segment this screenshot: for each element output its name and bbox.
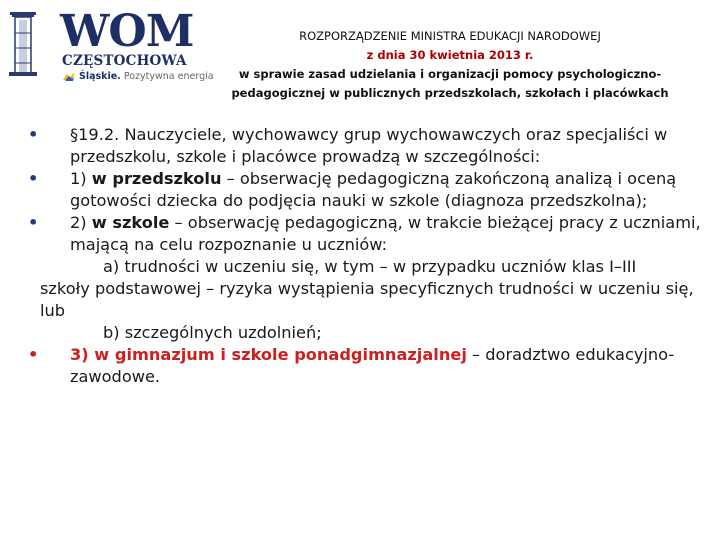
header-subject-line2: pedagogicznej w publicznych przedszkolach, szkołach i placówkach: [231, 86, 669, 100]
item-text: – obserwację pedagogiczną zakończoną analizą i oceną gotowości dziecka do podjęcia nauki w szkole (diagnoza przedszkolna);: [70, 169, 677, 210]
header-date: z dnia 30 kwietnia 2013 r.: [366, 48, 534, 62]
sub-item-a-rest: szkoły podstawowej – ryzyka wystąpienia specyficznych trudności w uczeniu się, lub: [40, 279, 694, 320]
header-title: ROZPORZĄDZENIE MINISTRA EDUKACJI NARODOWEJ: [299, 29, 601, 43]
item-lead: w szkole: [91, 213, 170, 232]
wom-logo: [4, 6, 214, 88]
item-text: – obserwację pedagogiczną, w trakcie bieżącej pracy z uczniami, mającą na celu rozpoznanie u uczniów:: [70, 213, 701, 254]
bullet-icon: •: [28, 213, 39, 232]
header-subject-line1: w sprawie zasad udzielania i organizacji pomocy psychologiczno-: [238, 67, 662, 81]
logo-tagline: [62, 71, 214, 82]
list-item: [28, 124, 708, 168]
tower-icon: [6, 8, 40, 78]
logo-main-text: WOM: [60, 6, 194, 57]
logo-region: Śląskie.: [79, 71, 121, 82]
paragraph-text: Nauczyciele, wychowawcy grup wychowawczych oraz specjaliści w przedszkolu, szkole i placówce prowadzą w szczególności:: [70, 125, 668, 166]
item-text: – doradztwo edukacyjno-zawodowe.: [70, 345, 675, 386]
document-body: [28, 124, 708, 388]
item-number: 2): [70, 213, 92, 232]
logo-slogan: Pozytywna energia: [123, 71, 214, 82]
sub-item-a: [40, 256, 708, 322]
sub-item-a-first-line: a) trudności w uczeniu się, w tym – w przypadku uczniów klas I–III: [103, 257, 637, 276]
item-lead: 3) w gimnazjum i szkole ponadgimnazjalnej: [70, 345, 467, 364]
list-item: [28, 344, 708, 388]
paragraph-number: §19.2.: [70, 125, 120, 144]
document-header: [210, 27, 690, 103]
list-item: [28, 168, 708, 212]
item-lead: w przedszkolu: [91, 169, 222, 188]
logo-city-text: CZĘSTOCHOWA: [62, 53, 187, 69]
list-item: [28, 212, 708, 256]
item-number: 1): [70, 169, 92, 188]
bullet-icon: •: [28, 169, 39, 188]
slaskie-bird-icon: [62, 71, 76, 82]
sub-item-b: b) szczególnych uzdolnień;: [103, 323, 322, 342]
bullet-icon: •: [28, 125, 39, 144]
bullet-icon: •: [28, 345, 39, 364]
